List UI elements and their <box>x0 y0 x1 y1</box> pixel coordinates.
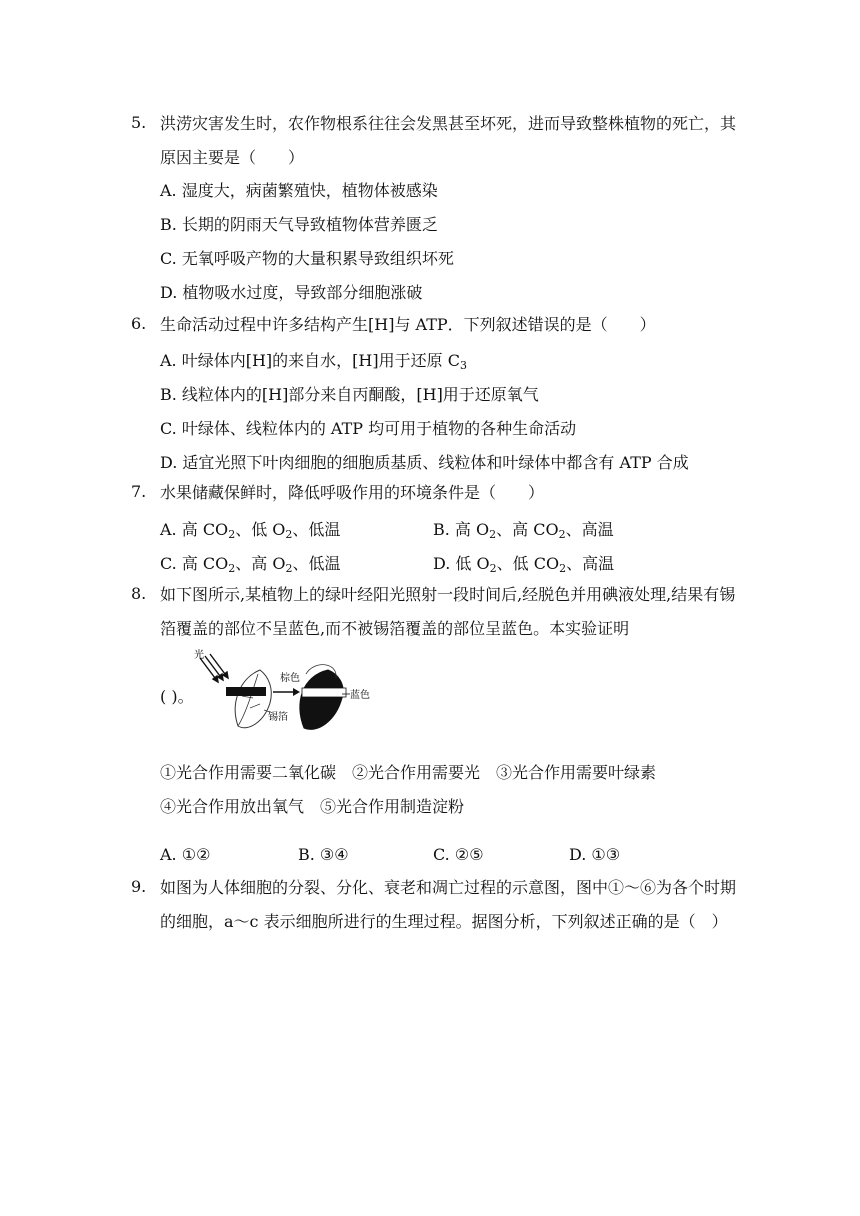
question-number: 7. <box>131 482 147 501</box>
option-c: C. 叶绿体、线粒体内的 ATP 均可用于植物的各种生命活动 <box>160 419 577 438</box>
question-8 <box>131 578 741 646</box>
brown-label: 棕色 <box>280 673 300 684</box>
foil-strip <box>226 687 266 696</box>
option-c: C. ②⑤ <box>433 845 484 864</box>
light-rays <box>200 654 228 682</box>
option-c: C. 无氧呼吸产物的大量积累导致组织坏死 <box>160 249 454 268</box>
question-stem: 如图为人体细胞的分裂、分化、衰老和凋亡过程的示意图，图中①～⑥为各个时期的细胞，a～c 表示细胞所进行的生理过程。据图分析，下列叙述正确的是（ ） <box>160 878 737 931</box>
question-number: 6. <box>131 314 147 333</box>
option-d: D. ①③ <box>569 845 621 864</box>
statements-line-2: ④光合作用放出氧气 ⑤光合作用制造淀粉 <box>160 797 465 816</box>
blue-label: 蓝色 <box>350 690 370 701</box>
answer-paren: ( )。 <box>160 687 194 706</box>
option-d: D. 植物吸水过度，导致部分细胞涨破 <box>160 283 423 302</box>
question-5 <box>131 107 741 175</box>
question-6 <box>131 308 741 342</box>
option-b: B. 线粒体内的[H]部分来自丙酮酸，[H]用于还原氧气 <box>160 385 539 404</box>
question-stem: 水果储藏保鲜时，降低呼吸作用的环境条件是（ ） <box>160 483 545 502</box>
option-b: B. ③④ <box>298 845 349 864</box>
option-a: A. 叶绿体内[H]的来自水，[H]用于还原 $C_3$ <box>160 351 467 372</box>
option-a: A. ①② <box>160 845 211 864</box>
option-b: B. 长期的阴雨天气导致植物体营养匮乏 <box>160 215 438 234</box>
leaf-outline-icon <box>235 670 271 728</box>
option-c: C. 高 $CO_2$、高 $O_2$、低温 <box>160 554 341 575</box>
option-a: A. 高 $CO_2$、低 $O_2$、低温 <box>160 520 341 541</box>
question-stem: 洪涝灾害发生时，农作物根系往往会发黑甚至坏死，进而导致整株植物的死亡，其原因主要是（ ） <box>160 114 737 167</box>
light-label: 光 <box>194 650 204 661</box>
question-number: 9. <box>131 877 147 896</box>
foil-label: 锡箔 <box>268 712 288 723</box>
question-stem: 如下图所示,某植物上的绿叶经阳光照射一段时间后,经脱色并用碘液处理,结果有锡箔覆盖的部位不呈蓝色,而不被锡箔覆盖的部位呈蓝色。本实验证明 <box>160 585 736 638</box>
option-d: D. 适宜光照下叶肉细胞的细胞质基质、线粒体和叶绿体中都含有 ATP 合成 <box>160 453 689 472</box>
option-d: D. 低 $O_2$、低 $CO_2$、高温 <box>433 554 615 575</box>
leaf-experiment-figure <box>190 648 380 736</box>
statements-line-1: ①光合作用需要二氧化碳 ②光合作用需要光 ③光合作用需要叶绿素 <box>160 763 657 782</box>
stained-leaf-icon <box>300 670 343 729</box>
question-number: 8. <box>131 584 147 603</box>
question-9 <box>131 871 741 939</box>
question-stem: 生命活动过程中许多结构产生[H]与 ATP．下列叙述错误的是（ ） <box>160 315 656 334</box>
question-number: 5. <box>131 113 147 132</box>
option-b: B. 高 $O_2$、高 $CO_2$、高温 <box>433 520 614 541</box>
option-a: A. 湿度大，病菌繁殖快，植物体被感染 <box>160 181 438 200</box>
question-7 <box>131 476 741 510</box>
